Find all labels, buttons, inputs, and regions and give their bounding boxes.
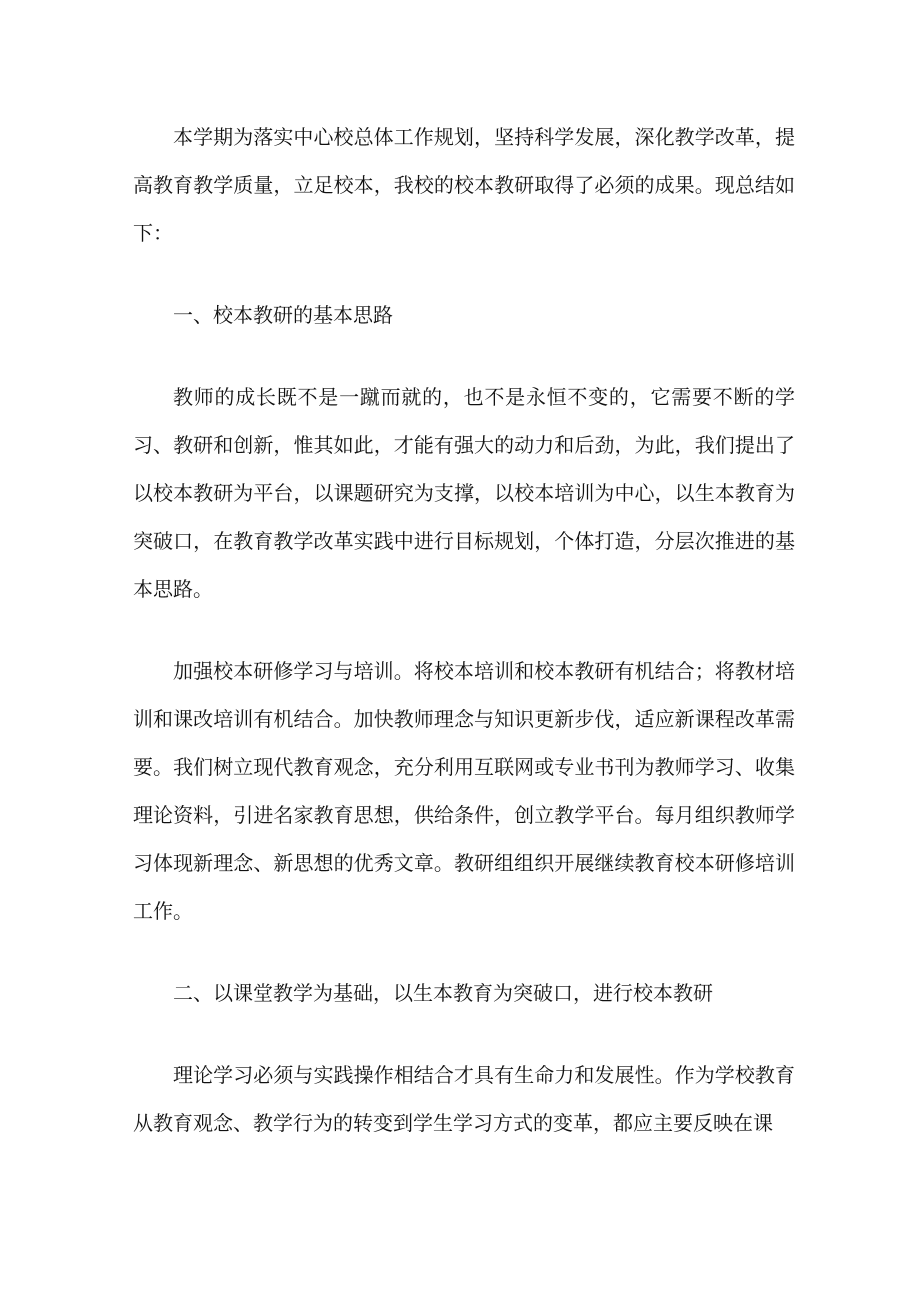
- document-body: [133, 113, 795, 1147]
- paragraph-gap: [133, 339, 795, 373]
- body-paragraph: 加强校本研修学习与培训。将校本培训和校本教研有机结合；将教材培训和课改培训有机结合。加快教师理念与知识更新步伐，适应新课程改革需要。我们树立现代教育观念，充分利用互联网或专业书刊为教师学习、收集理论资料，引进名家教育思想，供给条件，创立教学平台。每月组织教师学习体现新理念、新思想的优秀文章。教研组组织开展继续教育校本研修培训工作。: [133, 659, 795, 923]
- section-heading-2: 二、以课堂教学为基础，以生本教育为突破口，进行校本教研: [173, 981, 713, 1005]
- intro-paragraph: 本学期为落实中心校总体工作规划，坚持科学发展，深化教学改革，提高教育教学质量，立足校本，我校的校本教研取得了必须的成果。现总结如下：: [133, 125, 795, 245]
- body-paragraph: 教师的成长既不是一蹴而就的，也不是永恒不变的，它需要不断的学习、教研和创新，惟其如此，才能有强大的动力和后劲，为此，我们提出了以校本教研为平台，以课题研究为支撑，以校本培训为中心，以生本教育为突破口，在教育教学改革实践中进行目标规划，个体打造，分层次推进的基本思路。: [133, 385, 795, 601]
- paragraph-gap: [133, 257, 795, 291]
- section-heading-1: 一、校本教研的基本思路: [173, 303, 393, 327]
- paragraph-gap: [133, 613, 795, 647]
- paragraph-gap: [133, 935, 795, 969]
- paragraph-gap: [133, 1017, 795, 1051]
- body-paragraph: 理论学习必须与实践操作相结合才具有生命力和发展性。作为学校教育从教育观念、教学行为的转变到学生学习方式的变革，都应主要反映在课: [133, 1063, 795, 1135]
